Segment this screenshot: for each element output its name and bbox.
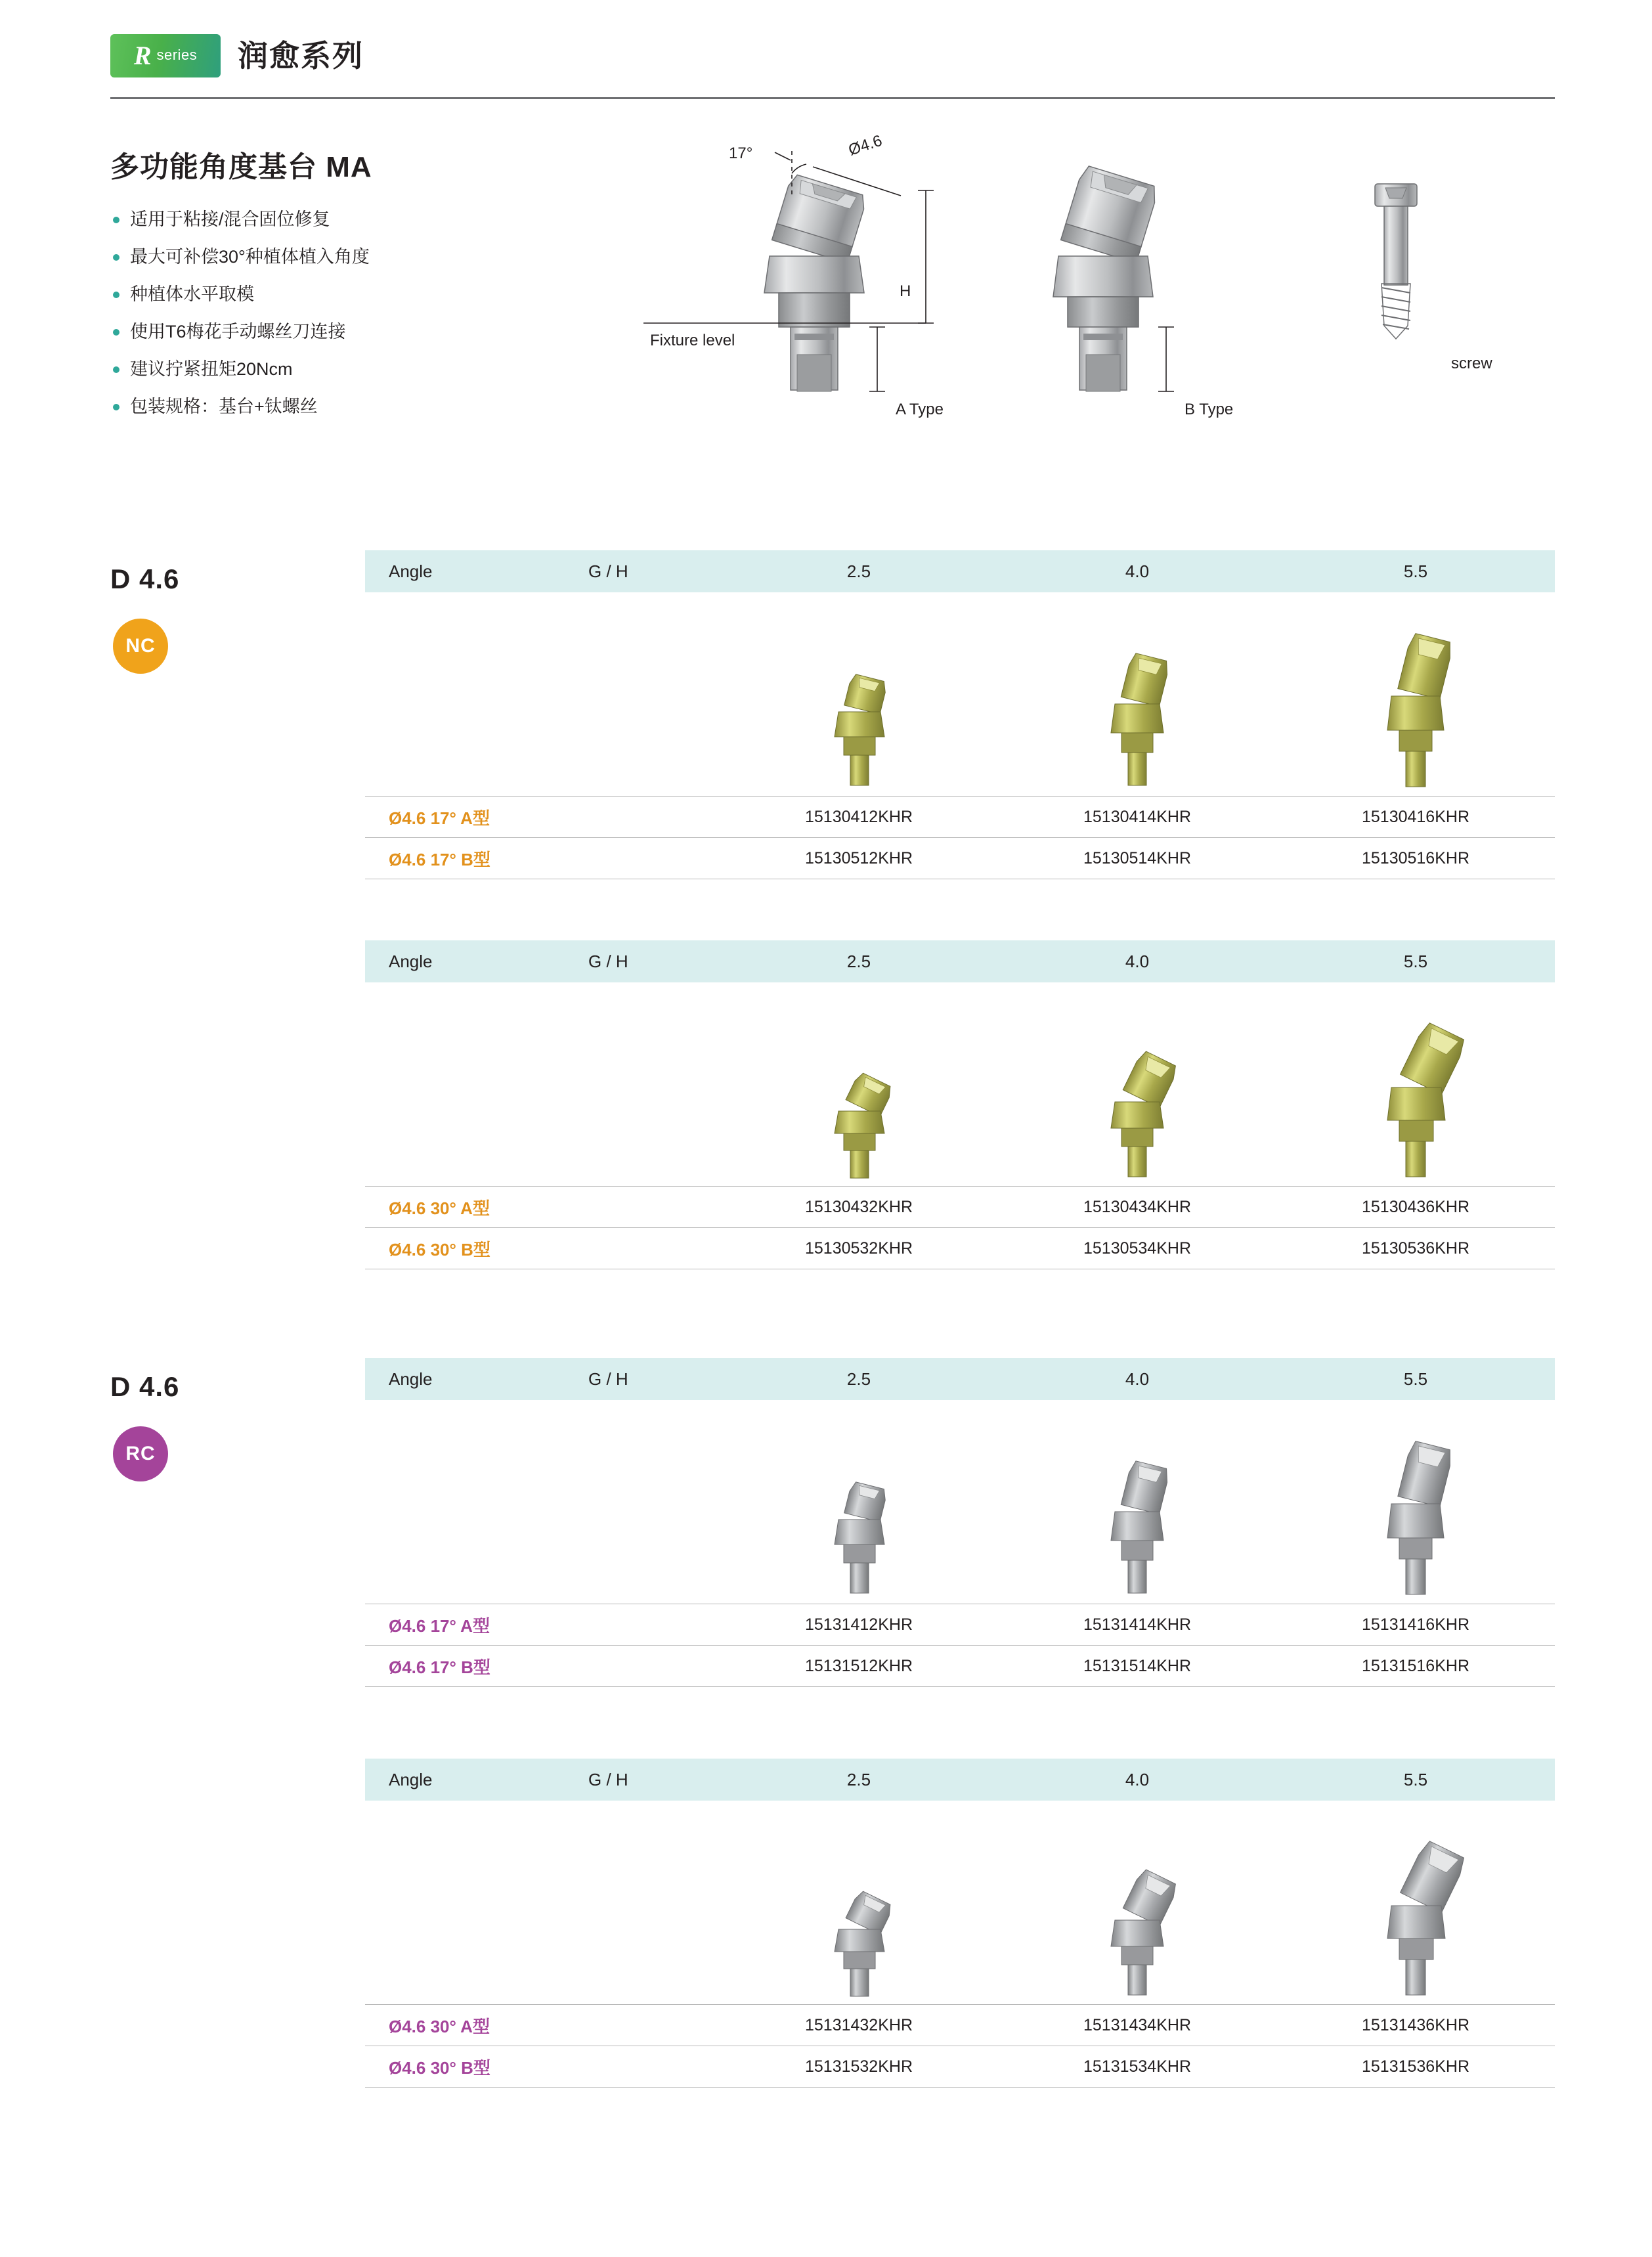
- row-code: 15131432KHR: [804, 2015, 913, 2034]
- product-image-cell: [720, 1801, 998, 2004]
- table-row: [365, 796, 1555, 837]
- series-badge-letter: R: [133, 41, 152, 70]
- series-title: 润愈系列: [238, 39, 364, 73]
- diagram-svg: [643, 118, 1563, 486]
- abutment-image-gold-medium-30: [1085, 1038, 1190, 1182]
- row-code: 15131436KHR: [1361, 2015, 1469, 2034]
- row-label: Ø4.6 17° A型: [389, 808, 490, 828]
- screw-label: screw: [1451, 355, 1492, 372]
- abutment-image-gold-small: [810, 654, 908, 792]
- product-image-cell: [1276, 592, 1555, 796]
- row-code: 15131412KHR: [804, 1615, 913, 1634]
- header-value-1: 2.5: [846, 561, 871, 581]
- product-image-cell: [720, 1400, 998, 1604]
- table-header-row: [365, 1759, 1555, 1801]
- header-angle: Angle: [389, 951, 433, 971]
- height-label: H: [900, 282, 911, 300]
- row-label: Ø4.6 17° B型: [389, 849, 490, 869]
- list-item: 适用于粘接/混合固位修复: [110, 201, 583, 238]
- row-label: Ø4.6 30° A型: [389, 2016, 490, 2036]
- header-angle: Angle: [389, 1769, 433, 1789]
- header-value-2: 4.0: [1125, 561, 1150, 581]
- list-item: 种植体水平取模: [110, 276, 583, 313]
- product-image-row: [365, 592, 1555, 796]
- table-header-row: [365, 550, 1555, 592]
- diameter-label: Ø4.6: [846, 131, 884, 160]
- header-value-1: 2.5: [846, 1369, 871, 1389]
- table-header-row: [365, 1358, 1555, 1400]
- row-code: 15130436KHR: [1361, 1197, 1469, 1216]
- header-value-3: 5.5: [1403, 1769, 1428, 1789]
- abutment-image-gold-small-30: [810, 1051, 908, 1182]
- spec-table-rc-30: [365, 1759, 1555, 2088]
- header-value-3: 5.5: [1403, 951, 1428, 971]
- spec-table-nc-30: [365, 940, 1555, 1269]
- table-row: [365, 1227, 1555, 1269]
- row-code: 15131416KHR: [1361, 1615, 1469, 1634]
- header-value-3: 5.5: [1403, 1369, 1428, 1389]
- header-gh: G / H: [588, 1769, 628, 1789]
- abutment-image-gray-medium-30: [1085, 1856, 1190, 2000]
- row-code: 15131516KHR: [1361, 1656, 1469, 1675]
- page-header: [0, 0, 1652, 105]
- fixture-level-label: Fixture level: [650, 332, 735, 349]
- abutment-image-gray-small: [810, 1462, 908, 1600]
- abutment-image-gray-large-30: [1359, 1836, 1473, 2000]
- row-code: 15130532KHR: [804, 1238, 913, 1258]
- row-code: 15130412KHR: [804, 807, 913, 826]
- connection-badge-rc: RC: [113, 1426, 168, 1481]
- abutment-image-gold-large: [1360, 628, 1471, 792]
- header-angle: Angle: [389, 1369, 433, 1389]
- row-code: 15130536KHR: [1361, 1238, 1469, 1258]
- row-code: 15131532KHR: [804, 2057, 913, 2076]
- table-header-row: [365, 940, 1555, 982]
- product-image-cell: [1276, 982, 1555, 1186]
- row-label: Ø4.6 17° B型: [389, 1657, 490, 1677]
- row-code: 15130414KHR: [1083, 807, 1191, 826]
- row-label: Ø4.6 30° B型: [389, 2057, 490, 2078]
- product-image-cell: [1276, 1801, 1555, 2004]
- header-value-2: 4.0: [1125, 951, 1150, 971]
- spec-table-nc-17: [365, 550, 1555, 879]
- abutment-image-gray-medium: [1085, 1449, 1190, 1600]
- row-code: 15131414KHR: [1083, 1615, 1191, 1634]
- product-image-cell: [1276, 1400, 1555, 1604]
- row-code: 15130434KHR: [1083, 1197, 1191, 1216]
- list-item: 最大可补偿30°种植体植入角度: [110, 238, 583, 276]
- feature-list: [110, 201, 583, 426]
- product-image-cell: [720, 592, 998, 796]
- product-image-row: [365, 1801, 1555, 2004]
- product-image-cell: [998, 982, 1276, 1186]
- abutment-image-gold-large-30: [1359, 1018, 1473, 1182]
- row-code: 15131536KHR: [1361, 2057, 1469, 2076]
- size-label-rc: D 4.6: [110, 1371, 180, 1402]
- row-code: 15130514KHR: [1083, 848, 1191, 867]
- list-item: 建议拧紧扭矩20Ncm: [110, 351, 583, 388]
- abutment-image-gray-large: [1360, 1435, 1471, 1600]
- header-gh: G / H: [588, 1369, 628, 1389]
- abutment-image-gray-small-30: [810, 1869, 908, 2000]
- header-value-3: 5.5: [1403, 561, 1428, 581]
- row-code: 15131512KHR: [804, 1656, 913, 1675]
- header-value-2: 4.0: [1125, 1769, 1150, 1789]
- row-code: 15130534KHR: [1083, 1238, 1191, 1258]
- row-code: 15130432KHR: [804, 1197, 913, 1216]
- row-label: Ø4.6 30° B型: [389, 1239, 490, 1260]
- series-badge: [110, 34, 221, 77]
- product-image-row: [365, 982, 1555, 1186]
- list-item: 使用T6梅花手动螺丝刀连接: [110, 313, 583, 351]
- table-row: [365, 837, 1555, 879]
- row-code: 15130416KHR: [1361, 807, 1469, 826]
- row-code: 15131514KHR: [1083, 1656, 1191, 1675]
- size-label-nc: D 4.6: [110, 563, 180, 594]
- table-row: [365, 2004, 1555, 2046]
- list-item: 包装规格：基台+钛螺丝: [110, 388, 583, 426]
- table-row: [365, 1186, 1555, 1227]
- header-divider: [110, 97, 1555, 99]
- row-label: Ø4.6 30° A型: [389, 1198, 490, 1218]
- header-gh: G / H: [588, 561, 628, 581]
- table-row: [365, 2046, 1555, 2088]
- header-value-1: 2.5: [846, 951, 871, 971]
- product-image-row: [365, 1400, 1555, 1604]
- row-code: 15131434KHR: [1083, 2015, 1191, 2034]
- a-type-label: A Type: [896, 401, 944, 418]
- row-label: Ø4.6 17° A型: [389, 1615, 490, 1636]
- product-image-cell: [998, 1400, 1276, 1604]
- connection-badge-nc: NC: [113, 619, 168, 674]
- b-type-label: B Type: [1185, 401, 1234, 418]
- table-row: [365, 1645, 1555, 1687]
- header-gh: G / H: [588, 951, 628, 971]
- row-code: 15131534KHR: [1083, 2057, 1191, 2076]
- spec-table-rc-17: [365, 1358, 1555, 1687]
- product-image-cell: [720, 982, 998, 1186]
- header-angle: Angle: [389, 561, 433, 581]
- row-code: 15130516KHR: [1361, 848, 1469, 867]
- page-title: 多功能角度基台 MA: [110, 151, 372, 183]
- table-row: [365, 1604, 1555, 1645]
- series-badge-word: series: [156, 47, 198, 63]
- angle-label: 17°: [729, 144, 753, 162]
- product-image-cell: [998, 1801, 1276, 2004]
- row-code: 15130512KHR: [804, 848, 913, 867]
- product-diagram: [643, 118, 1563, 486]
- header-value-2: 4.0: [1125, 1369, 1150, 1389]
- header-value-1: 2.5: [846, 1769, 871, 1789]
- abutment-image-gold-medium: [1085, 641, 1190, 792]
- product-image-cell: [998, 592, 1276, 796]
